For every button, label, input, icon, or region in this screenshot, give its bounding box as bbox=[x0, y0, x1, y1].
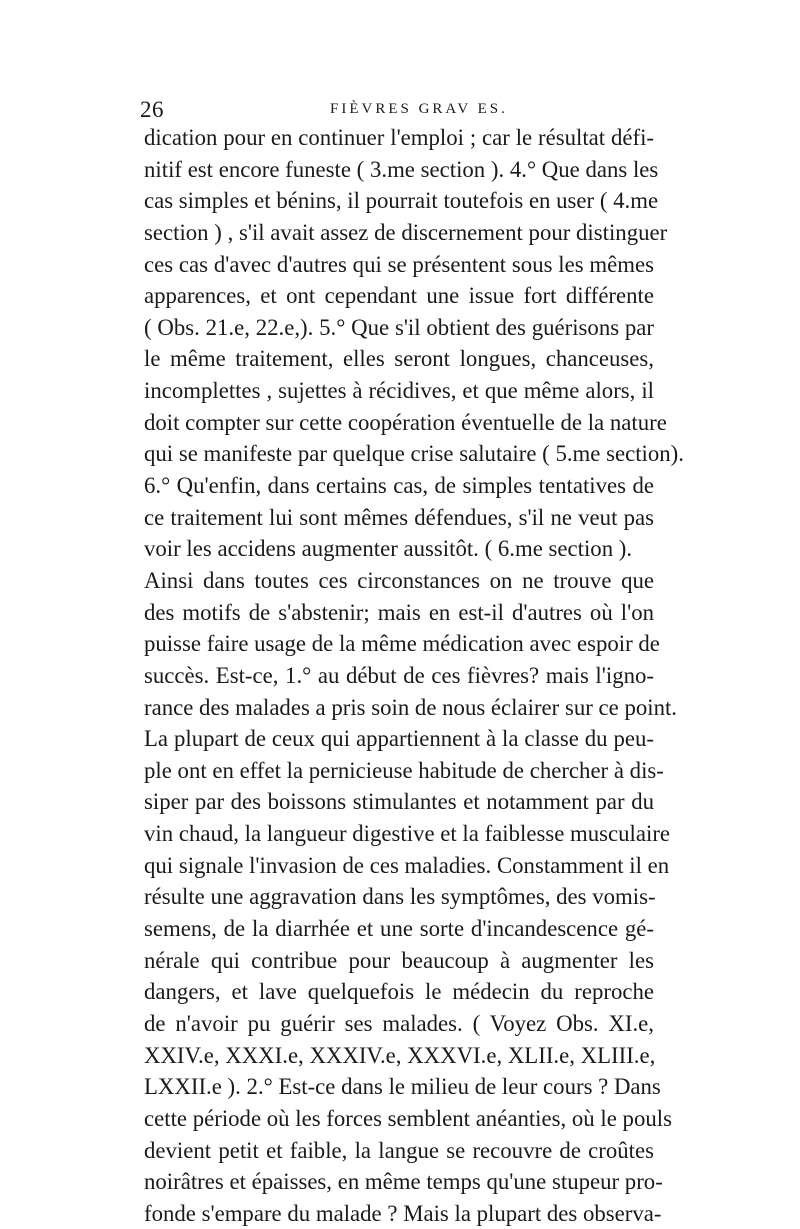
text-line: vin chaud, la langueur digestive et la faiblesse musculaire bbox=[144, 821, 671, 847]
text-line: dangers, et lave quelquefois le médecin du reproche bbox=[144, 979, 654, 1005]
text-line: qui signale l'invasion de ces maladies. Constamment il en bbox=[144, 852, 670, 878]
text-line: succès. Est-ce, 1.° au début de ces fièvres? mais l'igno- bbox=[144, 662, 654, 688]
text-line: La plupart de ceux qui appartiennent à la classe du peu- bbox=[144, 726, 654, 752]
text-line: dication pour en continuer l'emploi ; car le résultat défi- bbox=[144, 125, 654, 150]
text-line: XXIV.e, XXXI.e, XXXIV.e, XXXVI.e, XLII.e, XLIII.e, bbox=[144, 1042, 656, 1068]
text-line: siper par des boissons stimulantes et notamment par du bbox=[144, 789, 654, 815]
text-line: LXXII.e ). 2.° Est-ce dans le milieu de leur cours ? Dans bbox=[144, 1074, 661, 1100]
page-number: 26 bbox=[140, 97, 164, 122]
text-line: ( Obs. 21.e, 22.e,). 5.° Que s'il obtient des guérisons par bbox=[144, 314, 654, 340]
text-line: semens, de la diarrhée et une sorte d'incandescence gé- bbox=[144, 916, 654, 942]
text-line: puisse faire usage de la même médication avec espoir de bbox=[144, 631, 660, 657]
text-line: ce traitement lui sont mêmes défendues, s'il ne veut pas bbox=[144, 504, 654, 530]
text-line: voir les accidens augmenter aussitôt. ( 6.me section ). bbox=[144, 536, 633, 562]
text-line: qui se manifeste par quelque crise salutaire ( 5.me section). bbox=[144, 441, 684, 467]
text-line: 6.° Qu'enfin, dans certains cas, de simples tentatives de bbox=[144, 473, 654, 499]
text-line: incomplettes , sujettes à récidives, et que même alors, il bbox=[144, 378, 654, 404]
text-line: ple ont en effet la pernicieuse habitude de chercher à dis- bbox=[144, 757, 664, 783]
text-line: section ) , s'il avait assez de discernement pour distinguer bbox=[144, 219, 668, 245]
text-line: Ainsi dans toutes ces circonstances on ne trouve que bbox=[144, 567, 654, 593]
text-line: noirâtres et épaisses, en même temps qu'une stupeur pro- bbox=[144, 1169, 663, 1195]
body-text bbox=[144, 122, 684, 1229]
text-line: doit compter sur cette coopération éventuelle de la nature bbox=[144, 409, 667, 435]
text-line: nérale qui contribue pour beaucoup à augmenter les bbox=[144, 947, 654, 973]
text-line: cas simples et bénins, il pourrait toutefois en user ( 4.me bbox=[144, 188, 659, 214]
text-line: nitif est encore funeste ( 3.me section ). 4.° Que dans les bbox=[144, 156, 659, 182]
text-line: le même traitement, elles seront longues, chanceuses, bbox=[144, 346, 654, 372]
text-line: cette période où les forces semblent anéanties, où le pouls bbox=[144, 1105, 672, 1131]
text-line: des motifs de s'abstenir; mais en est-il d'autres où l'on bbox=[144, 599, 654, 625]
text-line: résulte une aggravation dans les symptômes, des vomis- bbox=[144, 884, 656, 910]
text-line: devient petit et faible, la langue se recouvre de croûtes bbox=[144, 1137, 654, 1163]
text-line: rance des malades a pris soin de nous éclairer sur ce point. bbox=[144, 694, 677, 720]
text-line: de n'avoir pu guérir ses malades. ( Voyez Obs. XI.e, bbox=[144, 1010, 654, 1036]
text-line: fonde s'empare du malade ? Mais la plupart des observa- bbox=[144, 1200, 662, 1226]
running-title: FIÈVRES GRAV ES. bbox=[330, 101, 508, 117]
text-line: ces cas d'avec d'autres qui se présentent sous les mêmes bbox=[144, 251, 654, 277]
text-line: apparences, et ont cependant une issue fort différente bbox=[144, 283, 654, 309]
